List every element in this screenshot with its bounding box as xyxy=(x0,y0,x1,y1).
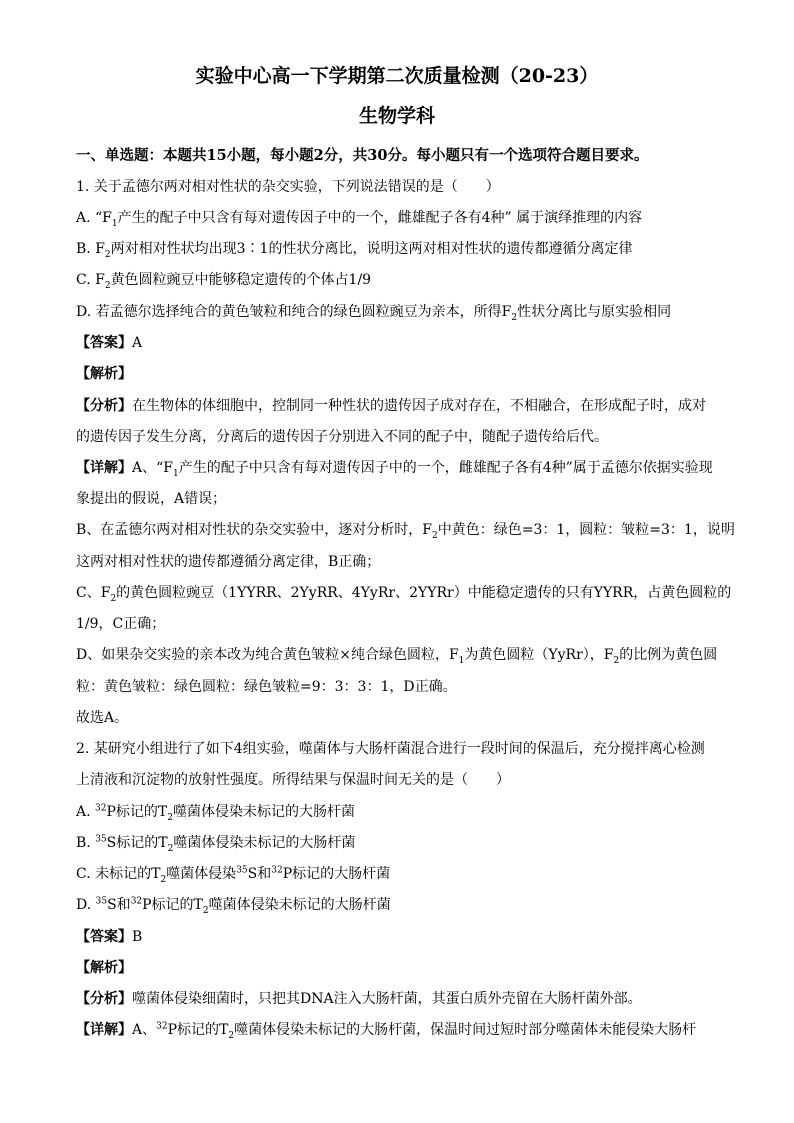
q1-detail-a2: 象提出的假说，A错误； xyxy=(76,491,227,507)
q2-option-d: D. $^{35}$S和$^{32}$P标记的$T_2$噬菌体侵染未标记的大肠杆菌 xyxy=(76,896,391,914)
q1-detail-b2: 这两对相对性状的遗传都遵循分离定律，B正确； xyxy=(76,554,381,570)
q2-detail-a: 【详解】A、$^{32}$P标记的$T_2$噬菌体侵染未标记的大肠杆菌，保温时间过短时部分噬菌体未能侵染大肠杆 xyxy=(76,1021,697,1039)
q1-fenxi-line2: 的遗传因子发生分离，分离后的遗传因子分别进入不同的配子中，随配子遗传给后代。 xyxy=(76,429,608,445)
q1-detail-a1: 【详解】A、“$F_1$产生的配子中只含有每对遗传因子中的一个，雌雄配子各有4种”属于孟德尔依据实验现 xyxy=(76,460,713,477)
q1-option-d: D. 若孟德尔选择纯合的黄色皱粒和纯合的绿色圆粒豌豆为亲本，所得$F_2$性状分离比与原实验相同 xyxy=(76,304,672,321)
q2-option-b: B. $^{35}$S标记的$T_2$噬菌体侵染未标记的大肠杆菌 xyxy=(76,834,356,852)
section-heading: 一、单选题：本题共15小题，每小题2分，共30分。每小题只有一个选项符合题目要求。 xyxy=(76,147,649,164)
q1-option-a: A. “$F_1$产生的配子中只含有每对遗传因子中的一个，雌雄配子各有4种” 属于演绎推理的内容 xyxy=(76,210,643,227)
q1-detail-d2: 粒：黄色皱粒：绿色圆粒：绿色皱粒=9：3：3：1，D正确。 xyxy=(76,679,457,695)
q1-stem: 1. 关于孟德尔两对相对性状的杂交实验，下列说法错误的是（ ） xyxy=(76,179,500,195)
q2-stem-line2: 上清液和沉淀物的放射性强度。所得结果与保温时间无关的是（ ） xyxy=(76,772,510,788)
q1-option-c: C. $F_2$黄色圆粒豌豆中能够稳定遗传的个体占1/9 xyxy=(76,272,372,289)
q2-analysis-tag: 【解析】 xyxy=(76,960,132,976)
q1-option-b: B. $F_2$两对相对性状均出现3∶1的性状分离比，说明这两对相对性状的遗传都遵循分离定律 xyxy=(76,241,633,258)
q2-stem-line1: 2. 某研究小组进行了如下4组实验，噬菌体与大肠杆菌混合进行一段时间的保温后，充分搅拌离心检测 xyxy=(76,741,705,757)
q2-option-a: A. $^{32}$P标记的$T_2$噬菌体侵染未标记的大肠杆菌 xyxy=(76,803,355,821)
q1-answer: 【答案】A xyxy=(76,335,143,351)
subject-title: 生物学科 xyxy=(358,105,435,127)
q1-detail-d1: D、如果杂交实验的亲本改为纯合黄色皱粒×纯合绿色圆粒，$F_1$为黄色圆粒（YyRr），$F_2$的比例为黄色圆 xyxy=(76,647,718,664)
q2-option-c: C. 未标记的$T_2$噬菌体侵染$^{35}$S和$^{32}$P标记的大肠杆菌 xyxy=(76,865,391,883)
q1-detail-c2: 1/9，C正确； xyxy=(76,616,166,632)
q1-detail-b1: B、在孟德尔两对相对性状的杂交实验中，逐对分析时，$F_2$中黄色：绿色=3：1，圆粒：皱粒=3：1，说明 xyxy=(76,522,735,539)
q2-fenxi: 【分析】噬菌体侵染细菌时，只把其DNA注入大肠杆菌，其蛋白质外壳留在大肠杆菌外部。 xyxy=(76,991,642,1007)
page-title: 实验中心高一下学期第二次质量检测（20-23） xyxy=(195,65,599,87)
q2-answer: 【答案】B xyxy=(76,929,143,945)
q1-analysis-tag: 【解析】 xyxy=(76,366,132,382)
q1-fenxi-line1: 【分析】在生物体的体细胞中，控制同一种性状的遗传因子成对存在，不相融合，在形成配子时，成对 xyxy=(76,398,706,414)
q1-conclusion: 故选A。 xyxy=(76,710,129,726)
q1-detail-c1: C、$F_2$的黄色圆粒豌豆（1YYRR、2YyRR、4YyRr、2YYRr）中能稳定遗传的只有YYRR，占黄色圆粒的 xyxy=(76,585,732,602)
